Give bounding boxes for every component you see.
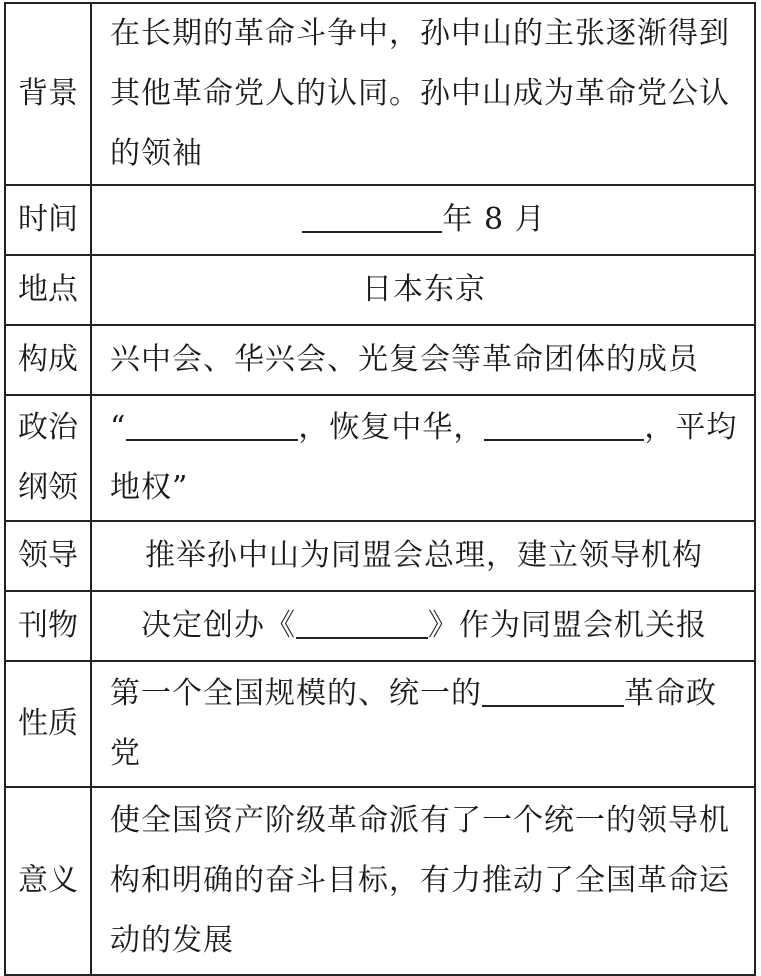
table-row xyxy=(5,185,755,255)
row-content: 日本东京 xyxy=(91,255,755,325)
table-row xyxy=(5,661,755,787)
answer-blank xyxy=(484,405,644,441)
row-label: 地点 xyxy=(5,255,91,325)
table-row xyxy=(5,325,755,395)
row-content: 在长期的革命斗争中，孙中山的主张逐渐得到其他革命党人的认同。孙中山成为革命党公认的领袖 xyxy=(91,3,755,185)
row-label: 领导 xyxy=(5,521,91,591)
row-content xyxy=(91,661,755,787)
row-label: 刊物 xyxy=(5,591,91,661)
table-row xyxy=(5,255,755,325)
row-label: 背景 xyxy=(5,3,91,185)
row-label: 构成 xyxy=(5,325,91,395)
row-content xyxy=(91,185,755,255)
content-text: 》作为同盟会机关报 xyxy=(428,608,707,643)
row-content: 兴中会、华兴会、光复会等革命团体的成员 xyxy=(91,325,755,395)
row-label: 性质 xyxy=(5,661,91,787)
content-text: ，平均地权” xyxy=(110,410,738,505)
row-label: 意义 xyxy=(5,787,91,975)
content-text: “ xyxy=(110,410,127,445)
content-text: 决定创办《 xyxy=(141,608,296,643)
row-label: 时间 xyxy=(5,185,91,255)
answer-blank xyxy=(296,603,428,639)
row-content: 使全国资产阶级革命派有了一个统一的领导机构和明确的奋斗目标，有力推动了全国革命运动的发展 xyxy=(91,787,755,975)
table-row xyxy=(5,787,755,975)
label-line: 纲领 xyxy=(18,470,78,505)
info-table xyxy=(4,2,756,976)
table-row xyxy=(5,521,755,591)
content-text: 第一个全国规模的、统一的 xyxy=(110,676,482,711)
content-text: 革命政党 xyxy=(110,676,717,771)
content-text: ，恢复中华， xyxy=(298,410,485,445)
label-line: 政治 xyxy=(18,410,78,445)
content-text: 年 8 月 xyxy=(442,202,546,237)
row-content: 推举孙中山为同盟会总理，建立领导机构 xyxy=(91,521,755,591)
answer-blank xyxy=(126,405,298,441)
row-content xyxy=(91,395,755,521)
table-row xyxy=(5,591,755,661)
answer-blank xyxy=(482,671,624,707)
table-row xyxy=(5,395,755,521)
table-row xyxy=(5,3,755,185)
row-content xyxy=(91,591,755,661)
row-label xyxy=(5,395,91,521)
answer-blank xyxy=(302,197,442,233)
